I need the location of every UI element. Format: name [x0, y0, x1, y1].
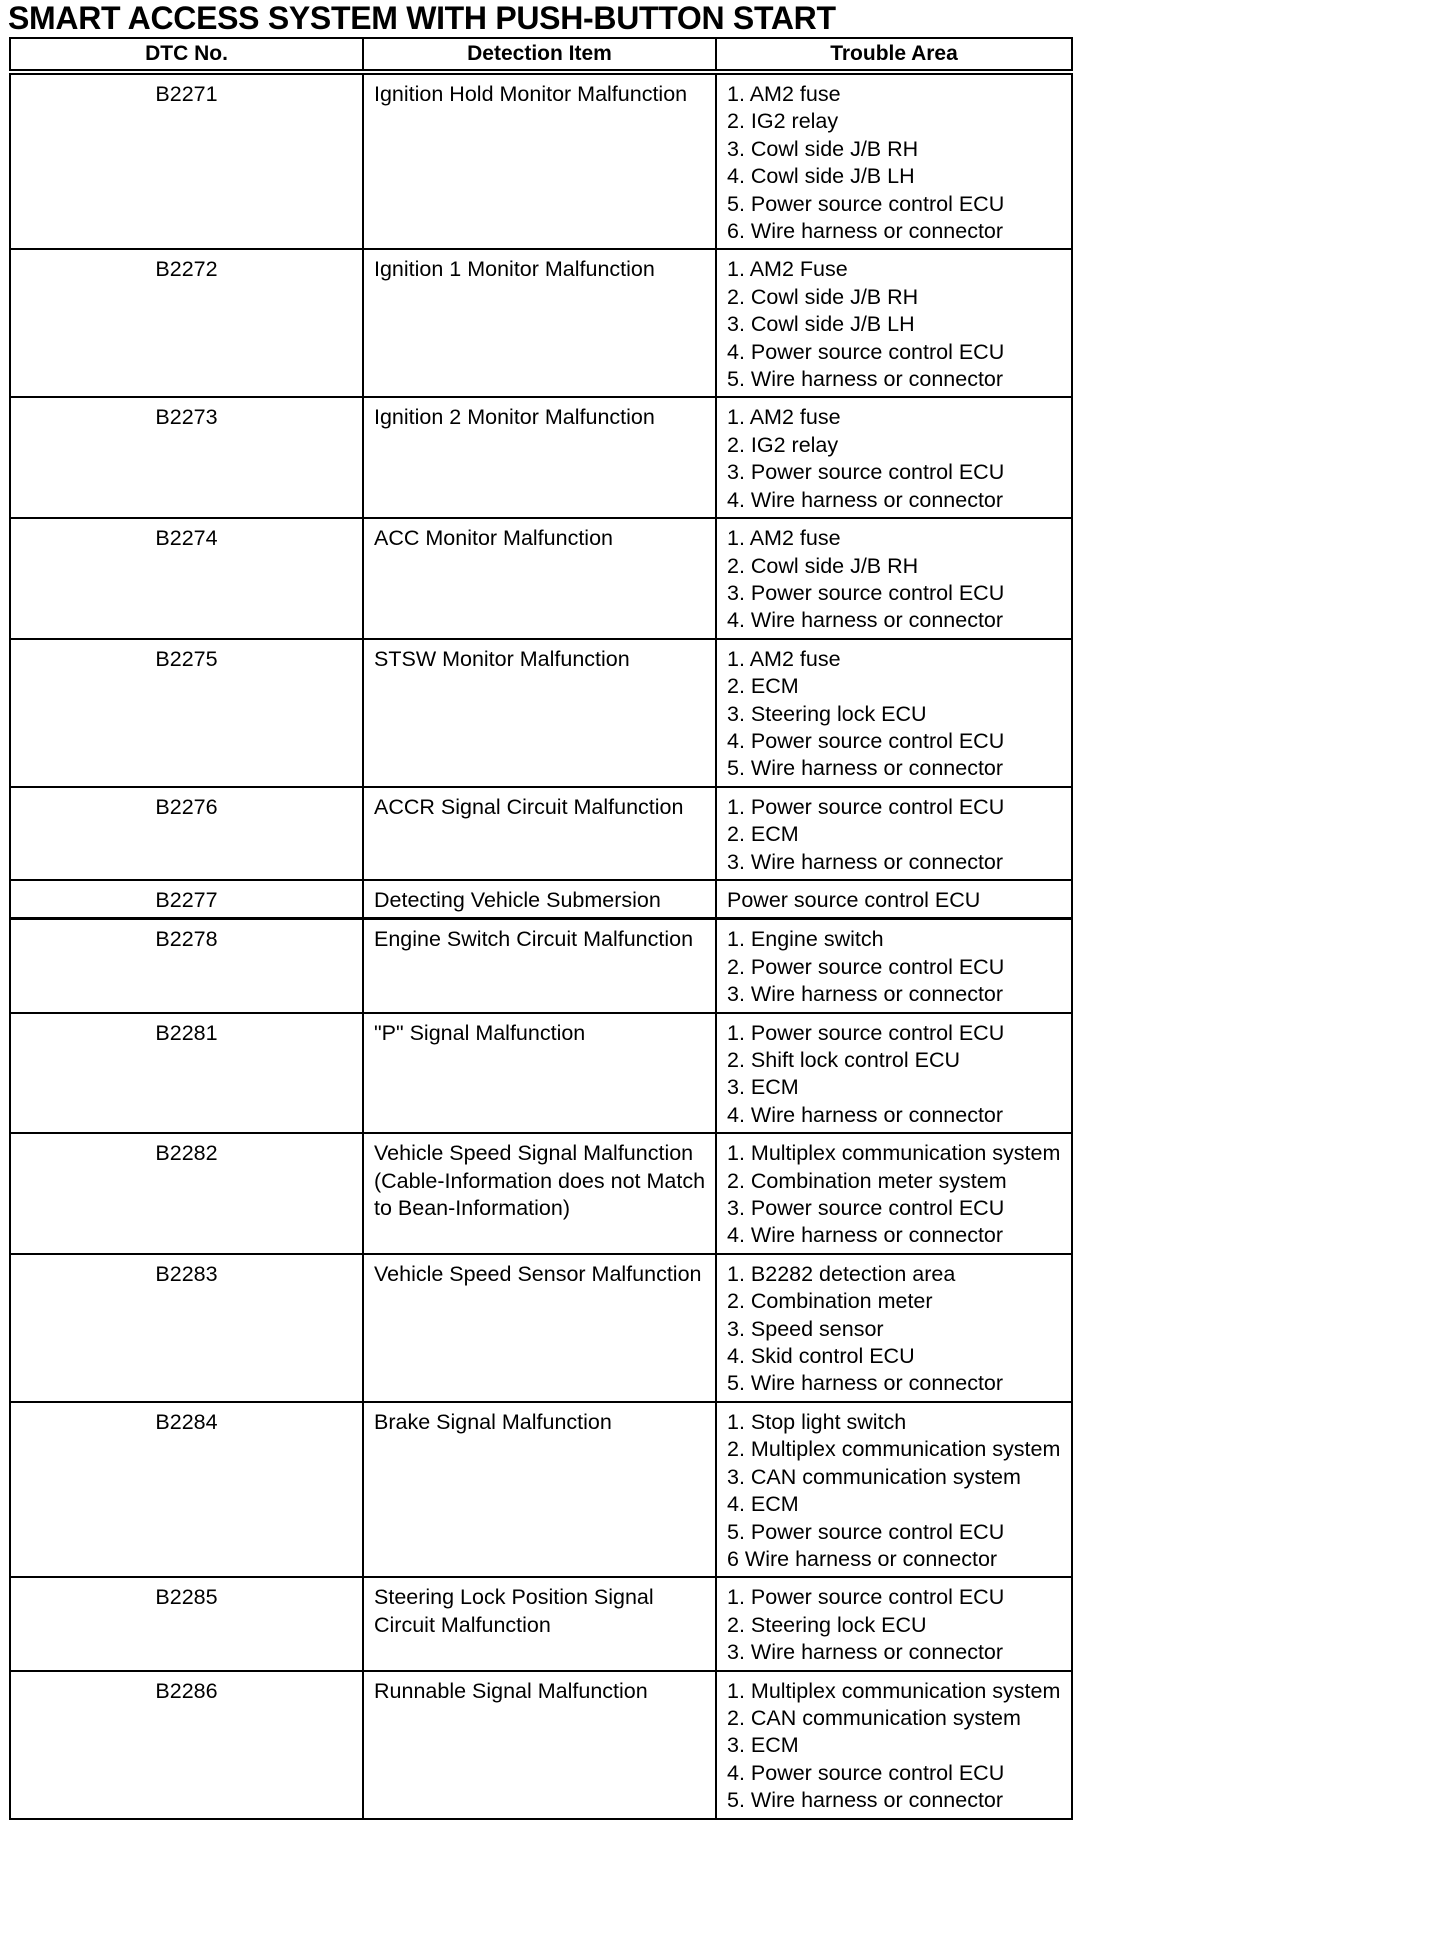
trouble-area-item: 3. Wire harness or connector	[727, 1640, 1004, 1665]
trouble-area-item: 4. Wire harness or connector	[727, 487, 1004, 512]
trouble-area-cell	[716, 249, 1072, 397]
table-row	[10, 1013, 1072, 1134]
trouble-area-item: 3. ECM	[727, 1733, 799, 1758]
trouble-area-item: 4. ECM	[727, 1492, 799, 1517]
trouble-area-item: 2. CAN communication system	[727, 1705, 1021, 1730]
trouble-area-item: 6 Wire harness or connector	[727, 1546, 998, 1571]
table-header	[10, 38, 1072, 72]
trouble-area-item: 2. IG2 relay	[727, 109, 839, 134]
trouble-area-item: 5. Power source control ECU	[727, 1519, 1005, 1544]
trouble-area-item: 2. Cowl side J/B RH	[727, 553, 919, 578]
trouble-area-cell	[716, 518, 1072, 639]
detection-item-cell: STSW Monitor Malfunction	[363, 639, 716, 787]
trouble-area-item: 1. Stop light switch	[727, 1409, 907, 1434]
trouble-area-item: 4. Wire harness or connector	[727, 1223, 1004, 1248]
trouble-area-cell	[716, 639, 1072, 787]
trouble-area-item: 1. B2282 detection area	[727, 1261, 956, 1286]
trouble-area-item: 3. Power source control ECU	[727, 460, 1005, 485]
dtc-code-cell: B2285	[10, 1577, 363, 1670]
trouble-area-item: 3. Steering lock ECU	[727, 701, 927, 726]
trouble-area-item: 1. Power source control ECU	[727, 1020, 1005, 1045]
table-row	[10, 880, 1072, 919]
detection-item-cell: Vehicle Speed Sensor Malfunction	[363, 1254, 716, 1402]
trouble-area-item: 5. Wire harness or connector	[727, 367, 1004, 392]
trouble-area-item: 2. Shift lock control ECU	[727, 1048, 961, 1072]
table-row	[10, 397, 1072, 518]
trouble-area-item: 2. IG2 relay	[727, 432, 839, 457]
trouble-area-item: 1. Multiplex communication system	[727, 1678, 1061, 1703]
table-row	[10, 1133, 1072, 1254]
trouble-area-item: 3. Wire harness or connector	[727, 849, 1004, 874]
dtc-code-cell: B2271	[10, 72, 363, 249]
table-row	[10, 72, 1072, 249]
trouble-area-item: 1. Multiplex communication system	[727, 1141, 1061, 1166]
trouble-area-cell	[716, 1254, 1072, 1402]
dtc-table	[9, 37, 1073, 1820]
trouble-area-item: 4. Wire harness or connector	[727, 608, 1004, 633]
dtc-table-container	[9, 37, 1071, 1820]
trouble-area-item: 1. Power source control ECU	[727, 1585, 1005, 1610]
trouble-area-item: 3. Cowl side J/B RH	[727, 136, 919, 161]
dtc-code-cell: B2286	[10, 1671, 363, 1819]
trouble-area-item: Power source control ECU	[727, 887, 981, 912]
detection-item-cell: Ignition 2 Monitor Malfunction	[363, 397, 716, 518]
trouble-area-cell	[716, 72, 1072, 249]
trouble-area-item: 4. Wire harness or connector	[727, 1102, 1004, 1127]
trouble-area-item: 2. Cowl side J/B RH	[727, 284, 919, 309]
trouble-area-item: 5. Wire harness or connector	[727, 756, 1004, 781]
trouble-area-item: 6. Wire harness or connector	[727, 219, 1004, 244]
trouble-area-item: 4. Power source control ECU	[727, 1760, 1005, 1785]
trouble-area-cell	[716, 1013, 1072, 1134]
trouble-area-item: 2. ECM	[727, 674, 799, 699]
detection-item-cell: ACC Monitor Malfunction	[363, 518, 716, 639]
header-detection-item: Detection Item	[363, 38, 716, 72]
trouble-area-item: 2. Combination meter system	[727, 1168, 1007, 1193]
detection-item-cell: Ignition 1 Monitor Malfunction	[363, 249, 716, 397]
detection-item-cell: Engine Switch Circuit Malfunction	[363, 919, 716, 1013]
trouble-area-item: 1. Engine switch	[727, 927, 884, 952]
trouble-area-item: 4. Cowl side J/B LH	[727, 164, 915, 189]
dtc-code-cell: B2275	[10, 639, 363, 787]
detection-item-cell: Detecting Vehicle Submersion	[363, 880, 716, 919]
trouble-area-item: 3. Power source control ECU	[727, 580, 1005, 605]
trouble-area-cell	[716, 919, 1072, 1013]
dtc-code-cell: B2278	[10, 919, 363, 1013]
dtc-code-cell: B2283	[10, 1254, 363, 1402]
trouble-area-item: 1. Power source control ECU	[727, 794, 1005, 819]
trouble-area-cell	[716, 1133, 1072, 1254]
trouble-area-cell	[716, 397, 1072, 518]
table-row	[10, 639, 1072, 787]
trouble-area-item: 2. Multiplex communication system	[727, 1437, 1061, 1462]
trouble-area-item: 4. Power source control ECU	[727, 728, 1005, 753]
trouble-area-item: 3. ECM	[727, 1075, 799, 1100]
detection-item-cell: Brake Signal Malfunction	[363, 1402, 716, 1577]
trouble-area-item: 5. Power source control ECU	[727, 191, 1005, 216]
trouble-area-item: 5. Wire harness or connector	[727, 1371, 1004, 1396]
dtc-code-cell: B2276	[10, 787, 363, 880]
trouble-area-item: 1. AM2 fuse	[727, 405, 841, 430]
trouble-area-cell	[716, 1402, 1072, 1577]
trouble-area-item: 2. ECM	[727, 822, 799, 847]
table-row	[10, 787, 1072, 880]
header-dtc-no: DTC No.	[10, 38, 363, 72]
table-row	[10, 919, 1072, 1013]
trouble-area-item: 2. Steering lock ECU	[727, 1612, 927, 1637]
header-row	[10, 38, 1072, 72]
page-title: SMART ACCESS SYSTEM WITH PUSH-BUTTON START	[8, 0, 836, 36]
table-row	[10, 1254, 1072, 1402]
trouble-area-cell	[716, 1671, 1072, 1819]
trouble-area-item: 2. Combination meter	[727, 1289, 933, 1314]
trouble-area-cell	[716, 1577, 1072, 1670]
dtc-code-cell: B2277	[10, 880, 363, 919]
trouble-area-item: 4. Power source control ECU	[727, 339, 1005, 364]
detection-item-cell: "P" Signal Malfunction	[363, 1013, 716, 1134]
detection-item-cell: Steering Lock Position Signal Circuit Malfunction	[363, 1577, 716, 1670]
table-row	[10, 1671, 1072, 1819]
trouble-area-item: 3. Cowl side J/B LH	[727, 312, 915, 337]
table-row	[10, 249, 1072, 397]
trouble-area-item: 1. AM2 fuse	[727, 526, 841, 551]
table-row	[10, 518, 1072, 639]
trouble-area-cell	[716, 787, 1072, 880]
table-body	[10, 72, 1072, 1819]
dtc-code-cell: B2282	[10, 1133, 363, 1254]
trouble-area-item: 5. Wire harness or connector	[727, 1788, 1004, 1813]
trouble-area-item: 4. Skid control ECU	[727, 1344, 915, 1369]
trouble-area-item: 1. AM2 Fuse	[727, 257, 848, 282]
table-row	[10, 1577, 1072, 1670]
trouble-area-item: 2. Power source control ECU	[727, 954, 1005, 979]
detection-item-cell: Runnable Signal Malfunction	[363, 1671, 716, 1819]
dtc-code-cell: B2272	[10, 249, 363, 397]
trouble-area-cell	[716, 880, 1072, 919]
dtc-code-cell: B2284	[10, 1402, 363, 1577]
trouble-area-item: 3. Speed sensor	[727, 1316, 884, 1341]
table-row	[10, 1402, 1072, 1577]
dtc-code-cell: B2273	[10, 397, 363, 518]
detection-item-cell: Ignition Hold Monitor Malfunction	[363, 72, 716, 249]
header-trouble-area: Trouble Area	[716, 38, 1072, 72]
trouble-area-item: 3. Power source control ECU	[727, 1196, 1005, 1221]
trouble-area-item: 1. AM2 fuse	[727, 646, 841, 671]
detection-item-cell: Vehicle Speed Signal Malfunction (Cable-Information does not Match to Bean-Information)	[363, 1133, 716, 1254]
detection-item-cell: ACCR Signal Circuit Malfunction	[363, 787, 716, 880]
trouble-area-item: 1. AM2 fuse	[727, 82, 841, 106]
dtc-code-cell: B2281	[10, 1013, 363, 1134]
dtc-code-cell: B2274	[10, 518, 363, 639]
trouble-area-item: 3. Wire harness or connector	[727, 982, 1004, 1007]
trouble-area-item: 3. CAN communication system	[727, 1464, 1021, 1489]
